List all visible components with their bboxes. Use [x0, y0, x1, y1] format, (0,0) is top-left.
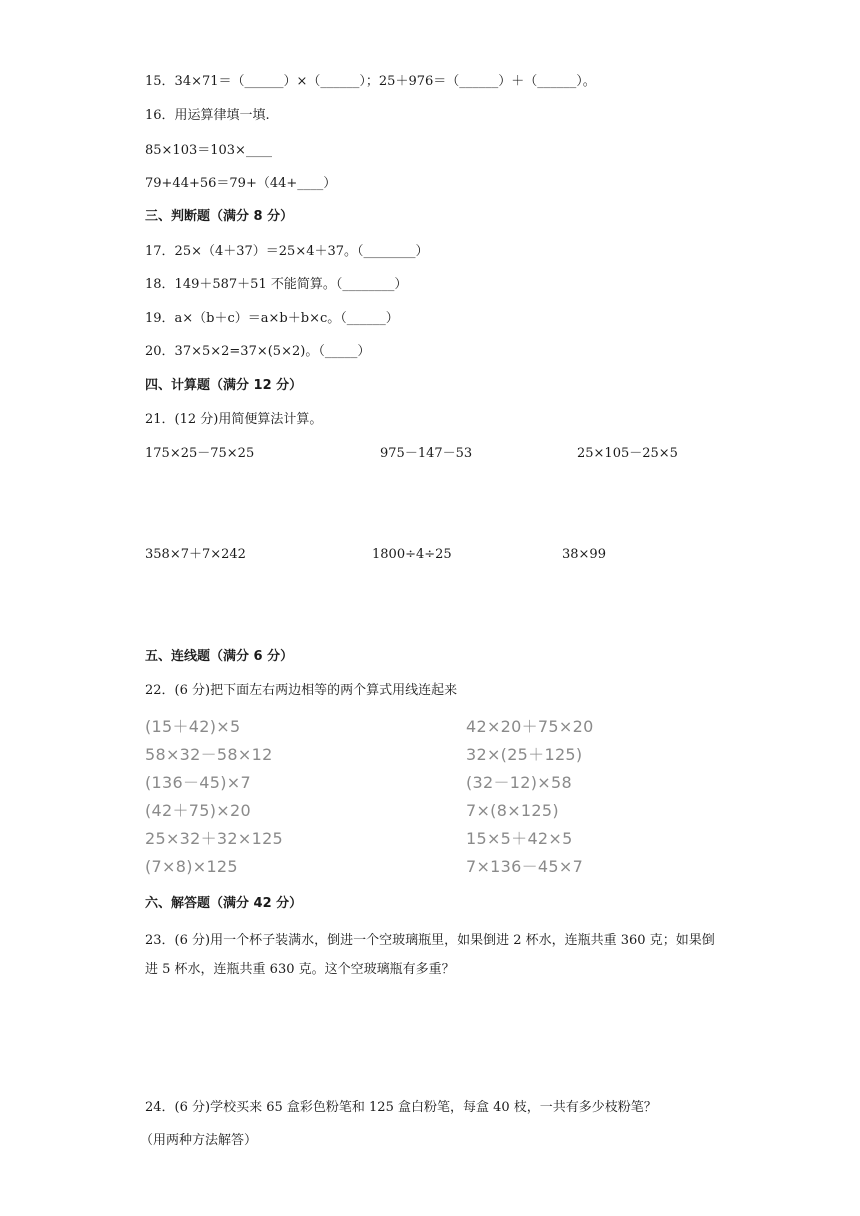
match-right-item: 7×(8×125) [466, 801, 559, 820]
match-left-item: 58×32－58×12 [145, 745, 273, 764]
match-left-item: 25×32＋32×125 [145, 829, 284, 848]
q24: 24．(6 分)学校买来 65 盒彩色粉笔和 125 盒白粉笔，每盒 40 枝，一共有多少枝粉笔？ [145, 1100, 657, 1115]
calc-item: 175×25－75×25 [145, 446, 255, 461]
calc-item: 975－147－53 [380, 446, 473, 461]
q24-note: （用两种方法解答） [140, 1133, 258, 1148]
match-right-item: 42×20＋75×20 [466, 717, 594, 736]
q16b: 79+44+56＝79+（44+____） [145, 176, 337, 191]
match-right-item: 7×136－45×7 [466, 857, 584, 876]
compute-heading: 四、计算题（满分 12 分） [145, 378, 303, 393]
calc-item: 358×7＋7×242 [145, 547, 246, 562]
match-left-item: (42＋75)×20 [145, 801, 251, 820]
matching-heading: 五、连线题（满分 6 分） [145, 649, 294, 664]
q17: 17．25×（4＋37）＝25×4＋37。（________） [145, 244, 429, 259]
q16: 16．用运算律填一填. [145, 108, 270, 123]
match-left-item: (15＋42)×5 [145, 717, 241, 736]
calc-item: 38×99 [562, 547, 606, 562]
calc-item: 25×105－25×5 [577, 446, 678, 461]
match-right-item: (32－12)×58 [466, 773, 572, 792]
q15: 15．34×71＝（______）×（______）；25＋976＝（______）＋（______）。 [145, 74, 596, 89]
q22: 22．(6 分)把下面左右两边相等的两个算式用线连起来 [145, 683, 458, 698]
solve-heading: 六、解答题（满分 42 分） [145, 896, 303, 911]
q18: 18．149＋587＋51 不能简算。（________） [145, 277, 408, 292]
calc-item: 1800÷4÷25 [372, 547, 452, 562]
q23: 23．(6 分)用一个杯子装满水，倒进一个空玻璃瓶里，如果倒进 2 杯水，连瓶共重 360 克；如果倒进 5 杯水，连瓶共重 630 克。这个空玻璃瓶有多重？ [145, 933, 715, 977]
q21: 21．(12 分)用简便算法计算。 [145, 412, 323, 427]
q20: 20．37×5×2=37×(5×2)。（_____） [145, 344, 371, 359]
judge-heading: 三、判断题（满分 8 分） [145, 209, 294, 224]
match-right-item: 32×(25＋125) [466, 745, 583, 764]
match-left-item: (136－45)×7 [145, 773, 251, 792]
q16a: 85×103＝103×____ [145, 143, 272, 158]
match-left-item: (7×8)×125 [145, 857, 238, 876]
q19: 19．a×（b＋c）＝a×b＋b×c。（______） [145, 311, 399, 326]
match-right-item: 15×5＋42×5 [466, 829, 573, 848]
